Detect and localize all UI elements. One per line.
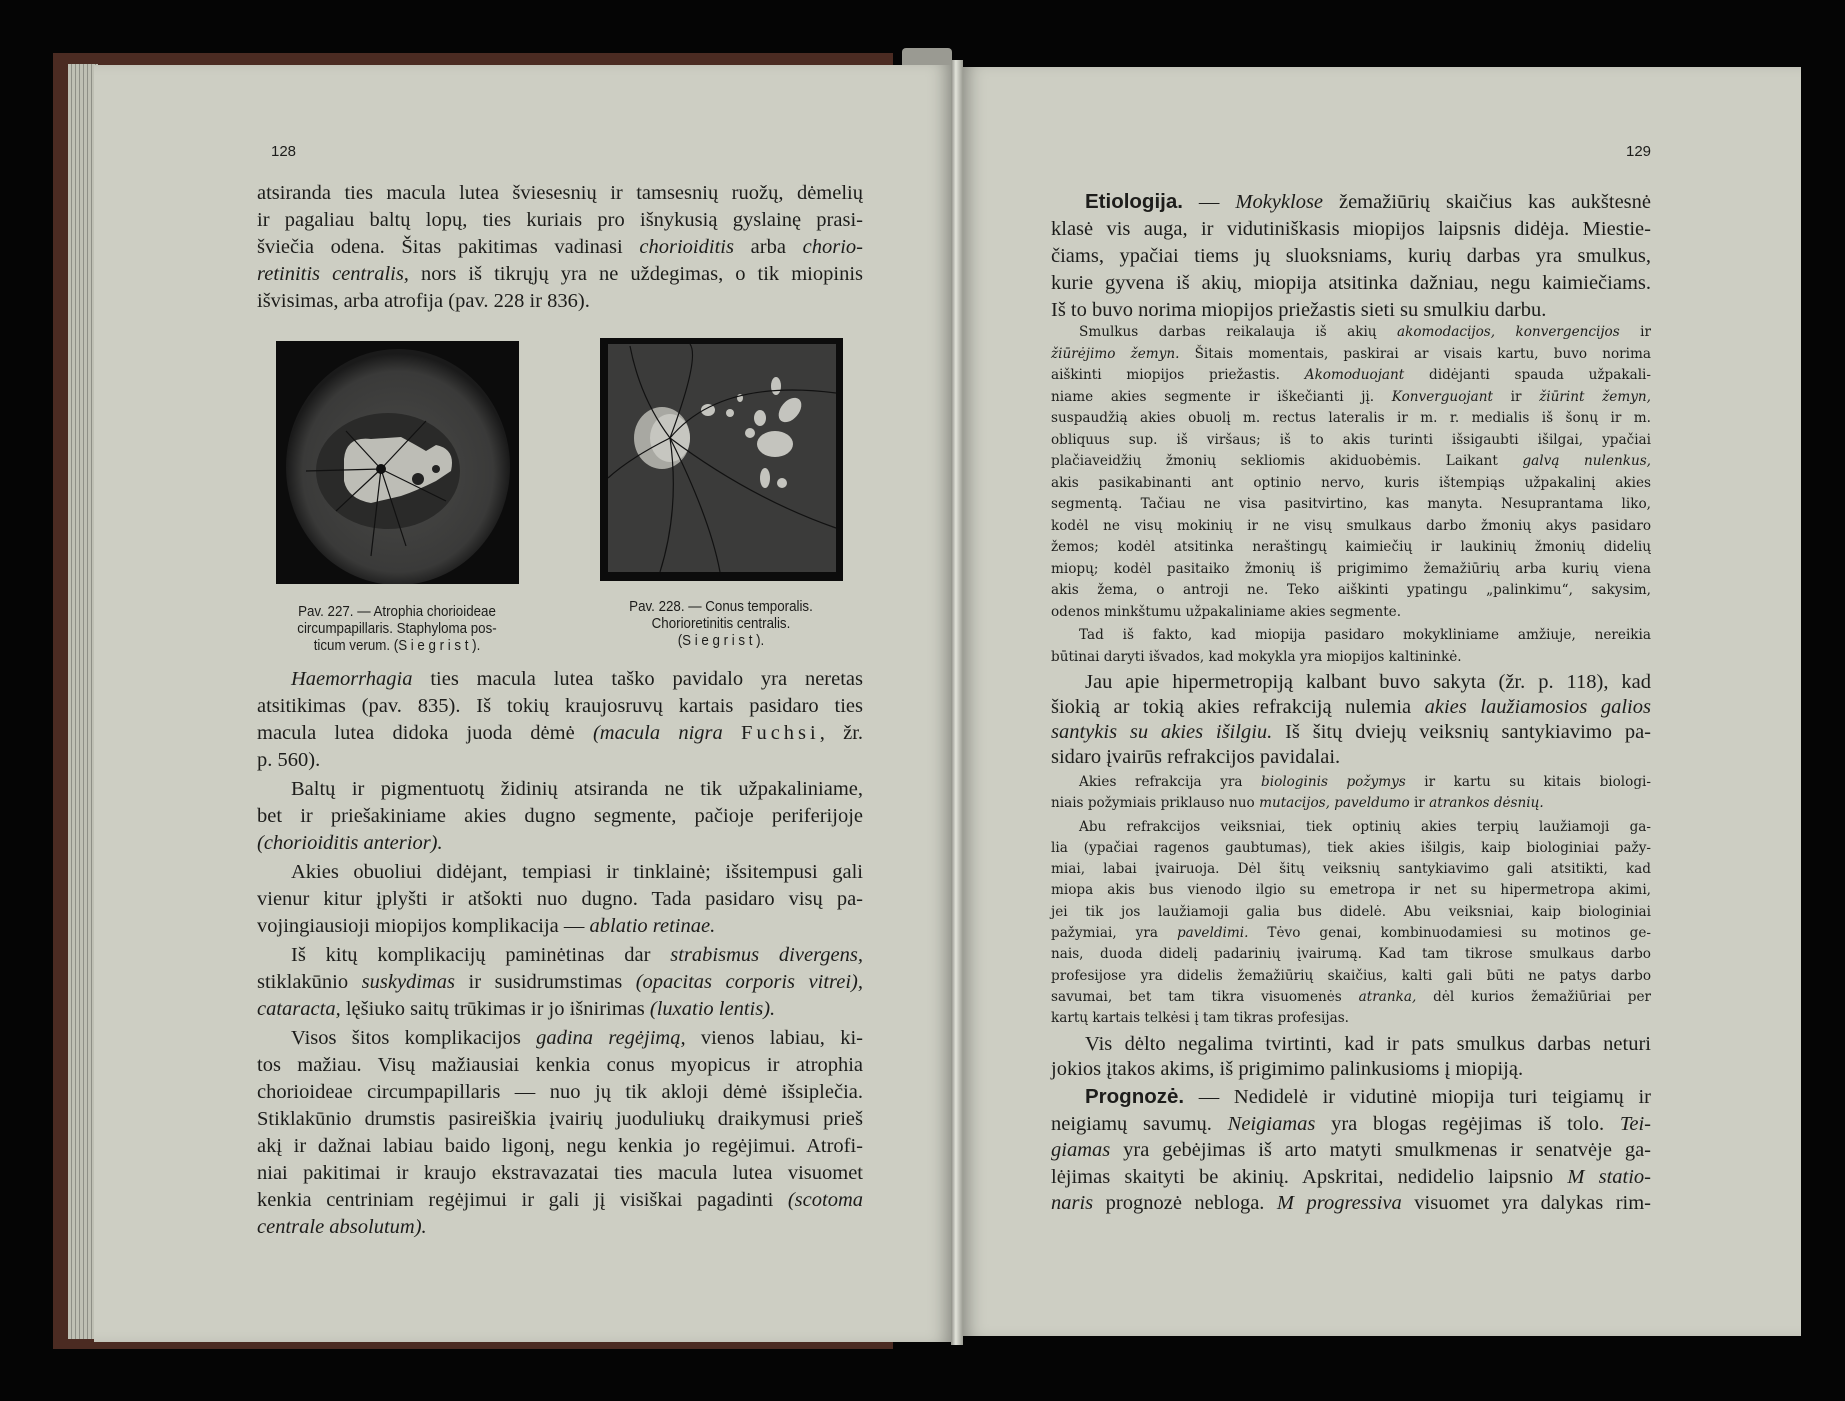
italic-term: chorioiditis	[639, 236, 734, 258]
text-line: miopų; kodėl pasitaiko žmonių iš prigimimo žemažiūrių arba kurių viena	[1051, 560, 1651, 577]
text-line: kartų kartais telkėsi į tam tikras profesijas.	[1051, 1010, 1350, 1027]
text-line: naris prognozė nebloga. M progressiva visuomet yra dalykas rim-	[1051, 1192, 1651, 1214]
italic-term: naris	[1051, 1192, 1094, 1214]
page-number-right: 129	[1626, 143, 1652, 160]
italic-term: Neigiamas	[1227, 1112, 1316, 1135]
text-line: žemos; kodėl atsitinka neraštingų kaimiečių ir laukinių žmonių didelių	[1051, 539, 1651, 555]
text-line: Etiologija. — Mokyklose žemažiūrių skaičius kas aukštesnė	[1085, 190, 1651, 213]
text-line: Iš kitų komplikacijų paminėtinas dar strabismus divergens,	[291, 944, 863, 966]
text-line: klasė vis auga, ir vidutiniškasis miopijos laipsnis didėja. Miestie-	[1051, 218, 1651, 240]
page-number-left: 128	[271, 143, 297, 160]
italic-term: ablatio retinae.	[589, 915, 716, 937]
italic-term: atrankos dėsnių.	[1429, 795, 1544, 812]
text-line: atsiranda ties macula lutea šviesesnių ir tamsesnių ruožų, dėmelių	[257, 182, 863, 204]
text-line: kurie gyvena iš akių, miopija atsitinka dažniau, negu kaimiečiams.	[1051, 272, 1651, 294]
text-line: ir pagaliau baltų lopų, ties kuriais pro išnykusią gyslainę prasi-	[257, 209, 863, 231]
italic-term: strabismus divergens,	[670, 944, 863, 966]
text-block-hipermetropija	[1051, 670, 1651, 770]
text-line: akį ir dažnai labiau baido ligonį, negu kenkia jo regėjimui. Atrofi-	[257, 1135, 863, 1157]
paragraph	[257, 776, 863, 857]
text-line: Jau apie hipermetropiją kalbant buvo sakyta (žr. p. 118), kad	[1085, 671, 1651, 693]
italic-term: gadina regėjimą,	[536, 1027, 686, 1049]
figure-228-fundus-image	[600, 338, 843, 581]
text-block-complications	[257, 666, 863, 1241]
text-line: neigiamų savumų. Neigiamas yra blogas regėjimas iš tolo. Tei-	[1051, 1112, 1651, 1135]
italic-term: biologinis požymys	[1261, 774, 1406, 790]
paragraph	[257, 180, 863, 315]
caption-line: Pav. 228. — Conus temporalis.	[629, 599, 813, 615]
text-line: aiškinti miopijos priežastis. Akomoduojant didėjanti spauda užpakali-	[1051, 367, 1651, 383]
text-line: žiūrėjimo žemyn. Šitais momentais, paskirai ar visais kartu, buvo norima	[1051, 345, 1651, 362]
figure-227-caption	[273, 604, 521, 655]
italic-term: žiūrėjimo žemyn.	[1051, 345, 1180, 362]
text-line: jei tik jos laužiamoji galia bus didelė. Abu veiksniai, kaip biologiniai	[1051, 903, 1651, 920]
italic-term: Tei-	[1619, 1112, 1651, 1135]
fundus-conus-illustration	[600, 338, 843, 581]
italic-term: Haemorrhagia	[291, 668, 413, 690]
italic-term: M progressiva	[1276, 1192, 1402, 1214]
text-line: lia (ypačiai ragenos gaubtumas), tiek akies išilgis, kaip biologiniai pažy-	[1051, 839, 1651, 856]
text-line: savumai, bet tam tikra visuomenės atranka, dėl kurios žemažiūriai per	[1051, 988, 1651, 1005]
italic-term: chorio-	[802, 236, 863, 258]
italic-term: (chorioiditis anterior).	[257, 832, 443, 854]
italic-term: žiūrint žemyn,	[1539, 388, 1651, 405]
caption-line: Pav. 227. — Atrophia chorioideae	[298, 604, 496, 620]
text-line: akis žema, o antroji ne. Teko aiškinti ypatingu „palinkimu“, sakysim,	[1051, 582, 1651, 598]
spaced-name: Siegrist	[682, 633, 757, 649]
text-line: p. 560).	[257, 749, 321, 771]
paragraph	[257, 666, 863, 774]
text-line: Stiklakūnio drumstis pasireiškia įvairių juoduliukų draikymusi prieš	[257, 1108, 863, 1130]
caption-line: Chorioretinitis centralis.	[651, 616, 791, 632]
bold-heading: Etiologija.	[1085, 190, 1183, 213]
italic-term: galvą nulenkus,	[1522, 453, 1651, 469]
text-line: niais požymiais priklauso nuo mutacijos, paveldumo ir atrankos dėsnių.	[1051, 795, 1544, 812]
italic-term: mutacijos, paveldumo	[1259, 795, 1410, 812]
text-line: santykis su akies išilgiu. Iš šitų dviejų veiksnių santykiavimo pa-	[1051, 721, 1651, 743]
spaced-name: Siegrist	[398, 638, 473, 654]
text-line: Smulkus darbas reikalauja iš akių akomodacijos, konvergencijos ir	[1079, 324, 1651, 340]
text-block-small-print-2	[1051, 772, 1651, 1030]
italic-term: (macula nigra	[592, 722, 723, 744]
italic-term: suskydimas	[361, 971, 456, 993]
paragraph	[1051, 817, 1651, 1030]
italic-term: Mokyklose	[1235, 191, 1324, 213]
text-line: Akies refrakcija yra biologinis požymys ir kartu su kitais biologi-	[1079, 774, 1651, 790]
paragraph	[1051, 625, 1651, 668]
text-line: chorioideae circumpapillaris — nuo jų tik akloji dėmė išsiplečia.	[257, 1081, 863, 1103]
italic-term: (luxatio lentis).	[649, 998, 776, 1020]
paragraph	[1051, 1084, 1651, 1217]
text-block-prognoze	[1051, 1084, 1651, 1217]
text-block-intro	[257, 180, 863, 315]
text-line: akis pasikabinanti ant optinio nervo, kuris ištempiąs užpakalinį akies	[1051, 474, 1651, 491]
text-line: Baltų ir pigmentuotų židinių atsiranda ne tik užpakaliniame,	[291, 778, 863, 800]
text-line: obliquus sup. iš viršaus; iš to akis turinti išsigaubti išilgai, ypačiai	[1051, 431, 1651, 448]
italic-term: paveldimi.	[1176, 925, 1249, 942]
book-spine-clasp	[902, 48, 952, 66]
text-line: Abu refrakcijos veiksniai, tiek optinių akies terpių laužiamoji ga-	[1079, 818, 1651, 835]
caption-line: circumpapillaris. Staphyloma pos-	[297, 621, 497, 637]
text-line: kodėl ne visų mokinių ir ne visų smulkaus darbo žmonių akys pasidaro	[1051, 517, 1651, 534]
text-block-small-print-1	[1051, 322, 1651, 668]
italic-term: (scotoma	[787, 1189, 863, 1211]
text-line	[257, 1214, 863, 1241]
paragraph	[1051, 188, 1651, 324]
text-line: čiams, ypačiai tiems jų sluoksniams, kurių darbas yra smulkus,	[1051, 245, 1651, 267]
text-line: Haemorrhagia ties macula lutea taško pavidalo yra neretas	[291, 668, 863, 690]
paragraph	[1051, 1032, 1651, 1082]
text-block-vis-delto	[1051, 1032, 1651, 1082]
italic-term: Akomoduojant	[1304, 367, 1405, 383]
text-line: suspaudžią akies obuolį m. rectus lateralis ir m. r. medialis iš šonų ir m.	[1051, 410, 1651, 426]
italic-term: (opacitas corporis vitrei),	[635, 971, 864, 993]
paragraph	[1051, 322, 1651, 623]
text-line: plačiaveidžių žmonių sekliomis akiduobėmis. Laikant galvą nulenkus,	[1051, 453, 1651, 469]
fundus-atrophy-illustration	[276, 341, 519, 584]
text-line: retinitis centralis, nors iš tikrųjų yra ne uždegimas, o tik miopinis	[257, 263, 863, 285]
italic-term: santykis su akies išilgiu.	[1051, 721, 1273, 743]
paragraph	[257, 859, 863, 940]
text-line: Akies obuoliui didėjant, tempiasi ir tinklainė; išsitempusi gali	[291, 861, 863, 883]
text-line: šviečia odena. Šitas pakitimas vadinasi chorioiditis arba chorio-	[257, 236, 863, 258]
text-line: miai, labai įvairuoja. Dėl šitų veiksnių santykiavimo gali atsitikti, kad	[1051, 861, 1651, 878]
text-line: Tad iš fakto, kad miopija pasidaro mokykliniame amžiuje, nereikia	[1079, 627, 1651, 643]
text-line: cataracta, lęšiuko saitų trūkimas ir jo išnirimas (luxatio lentis).	[257, 998, 776, 1020]
caption-line: ticum verum. (Siegrist).	[313, 638, 481, 654]
italic-term: akomodacijos,	[1396, 324, 1496, 340]
text-line: profesijose yra didelis žemažiūrių skaičius, kalti gali būti ne patys darbo	[1051, 967, 1651, 984]
text-line: Prognozė. — Nedidelė ir vidutinė miopija turi teigiamų ir	[1085, 1085, 1651, 1108]
paragraph	[257, 1025, 863, 1241]
text-line: būtinai daryti išvados, kad mokykla yra miopijos kaltininkė.	[1051, 648, 1462, 665]
text-line: vienur kitur įplyšti ir atšokti nuo dugno. Tada pasidaro visų pa-	[257, 888, 863, 910]
text-line: pažymiai, yra paveldimi. Tėvo genai, kombinuodamiesi su motinos ge-	[1051, 925, 1651, 942]
text-line: Vis dėlto negalima tvirtinti, kad ir pats smulkus darbas neturi	[1085, 1033, 1651, 1055]
text-line: Iš to buvo norima miopijos priežastis sieti su smulkiu darbu.	[1051, 299, 1547, 321]
figure-228-caption	[597, 599, 845, 650]
text-block-etiologija	[1051, 188, 1651, 324]
text-line: tos mažiau. Visų mažiausiai kenkia conus myopicus ir atrophia	[257, 1054, 863, 1076]
italic-term: akies laužiamosios galios	[1424, 696, 1651, 718]
book-gutter	[951, 60, 963, 1345]
text-line: miopa akis bus vienodo ilgio su emetropa ir net su hipermetropa akimi,	[1051, 882, 1651, 899]
text-line: segmentą. Tačiau ne visa pasitvirtino, kas manyta. Nesuprantama liko,	[1051, 496, 1651, 512]
paragraph	[257, 942, 863, 1023]
text-line: jokios įtakos akims, iš prigimimo palinkusioms į miopiją.	[1051, 1058, 1524, 1080]
text-line: odenos minkštumu užpakaliniame akies segmente.	[1051, 603, 1402, 620]
bold-heading: Prognozė.	[1085, 1085, 1185, 1108]
text-line: sidaro įvairūs refrakcijos pavidalai.	[1051, 746, 1341, 768]
spaced-name: Fuchsi	[741, 722, 820, 744]
figure-227-fundus-image	[276, 341, 519, 584]
text-line: šiokią ar tokią akies refrakciją nulemia akies laužiamosios galios	[1051, 696, 1651, 718]
italic-term: retinitis centralis,	[257, 263, 409, 285]
text-line	[257, 830, 863, 857]
text-line: atsitikimas (pav. 835). Iš tokių kraujosruvų kartais pasidaro ties	[257, 695, 863, 717]
text-line: bet ir priešakiniame akies dugno segmente, pačioje periferijoje	[257, 805, 863, 827]
text-line: kenkia centriniam regėjimui ir gali jį visiškai pagadinti (scotoma	[257, 1189, 863, 1211]
text-line: vojingiausioji miopijos komplikacija — ablatio retinae.	[257, 915, 716, 937]
text-line: stiklakūnio suskydimas ir susidrumstimas (opacitas corporis vitrei),	[257, 971, 864, 993]
text-line: lėjimas skaityti be akinių. Apskritai, nedidelio laipsnio M statio-	[1051, 1165, 1651, 1188]
text-line: giamas yra gebėjimas iš arto matyti smulkmenas ir senatvėje ga-	[1051, 1139, 1651, 1161]
italic-term: M statio-	[1567, 1165, 1651, 1188]
text-line: macula lutea didoka juoda dėmė (macula nigra Fuchsi, žr.	[257, 722, 864, 744]
italic-term: konvergencijos	[1515, 324, 1620, 340]
text-line: niame akies segmente ir iškečianti jį. Konverguojant ir žiūrint žemyn,	[1051, 388, 1651, 405]
text-line: Visos šitos komplikacijos gadina regėjimą, vienos labiau, ki-	[291, 1027, 863, 1049]
text-line: nais, duoda didelį padarinių įvairumą. Kad tam tikrose smulkaus darbo	[1051, 946, 1651, 963]
italic-term: giamas	[1051, 1139, 1111, 1161]
text-line: išvisimas, arba atrofija (pav. 228 ir 836).	[257, 290, 590, 312]
paragraph	[1051, 772, 1651, 815]
paragraph	[1051, 670, 1651, 770]
text-line: niai pakitimai ir kraujo ekstravazatai ties macula lutea visuomet	[257, 1162, 863, 1184]
italic-term: centrale absolutum).	[257, 1216, 427, 1238]
caption-line: (Siegrist).	[677, 633, 765, 649]
italic-term: atranka,	[1358, 988, 1417, 1005]
italic-term: Konverguojant	[1391, 388, 1493, 405]
italic-term: cataracta,	[257, 998, 341, 1020]
